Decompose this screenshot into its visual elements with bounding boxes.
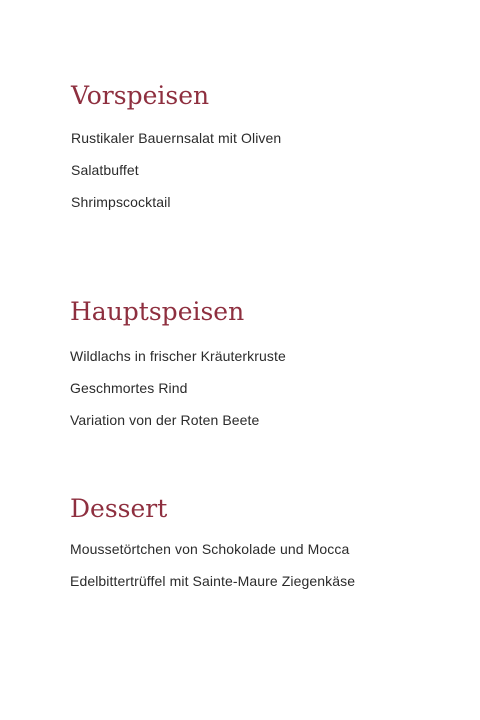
- section-heading: Vorspeisen: [71, 81, 210, 110]
- menu-item: Moussetörtchen von Schokolade und Mocca: [70, 541, 350, 557]
- menu-item: Rustikaler Bauernsalat mit Oliven: [71, 130, 282, 146]
- menu-item: Shrimpscocktail: [71, 194, 171, 210]
- menu-item: Salatbuffet: [71, 162, 139, 178]
- menu-item: Geschmortes Rind: [70, 380, 188, 396]
- section-heading: Dessert: [70, 494, 168, 523]
- menu-item: Variation von der Roten Beete: [70, 412, 260, 428]
- menu-item: Edelbittertrüffel mit Sainte-Maure Ziegenkäse: [70, 573, 356, 589]
- menu-item: Wildlachs in frischer Kräuterkruste: [70, 348, 286, 364]
- section-heading: Hauptspeisen: [70, 297, 245, 326]
